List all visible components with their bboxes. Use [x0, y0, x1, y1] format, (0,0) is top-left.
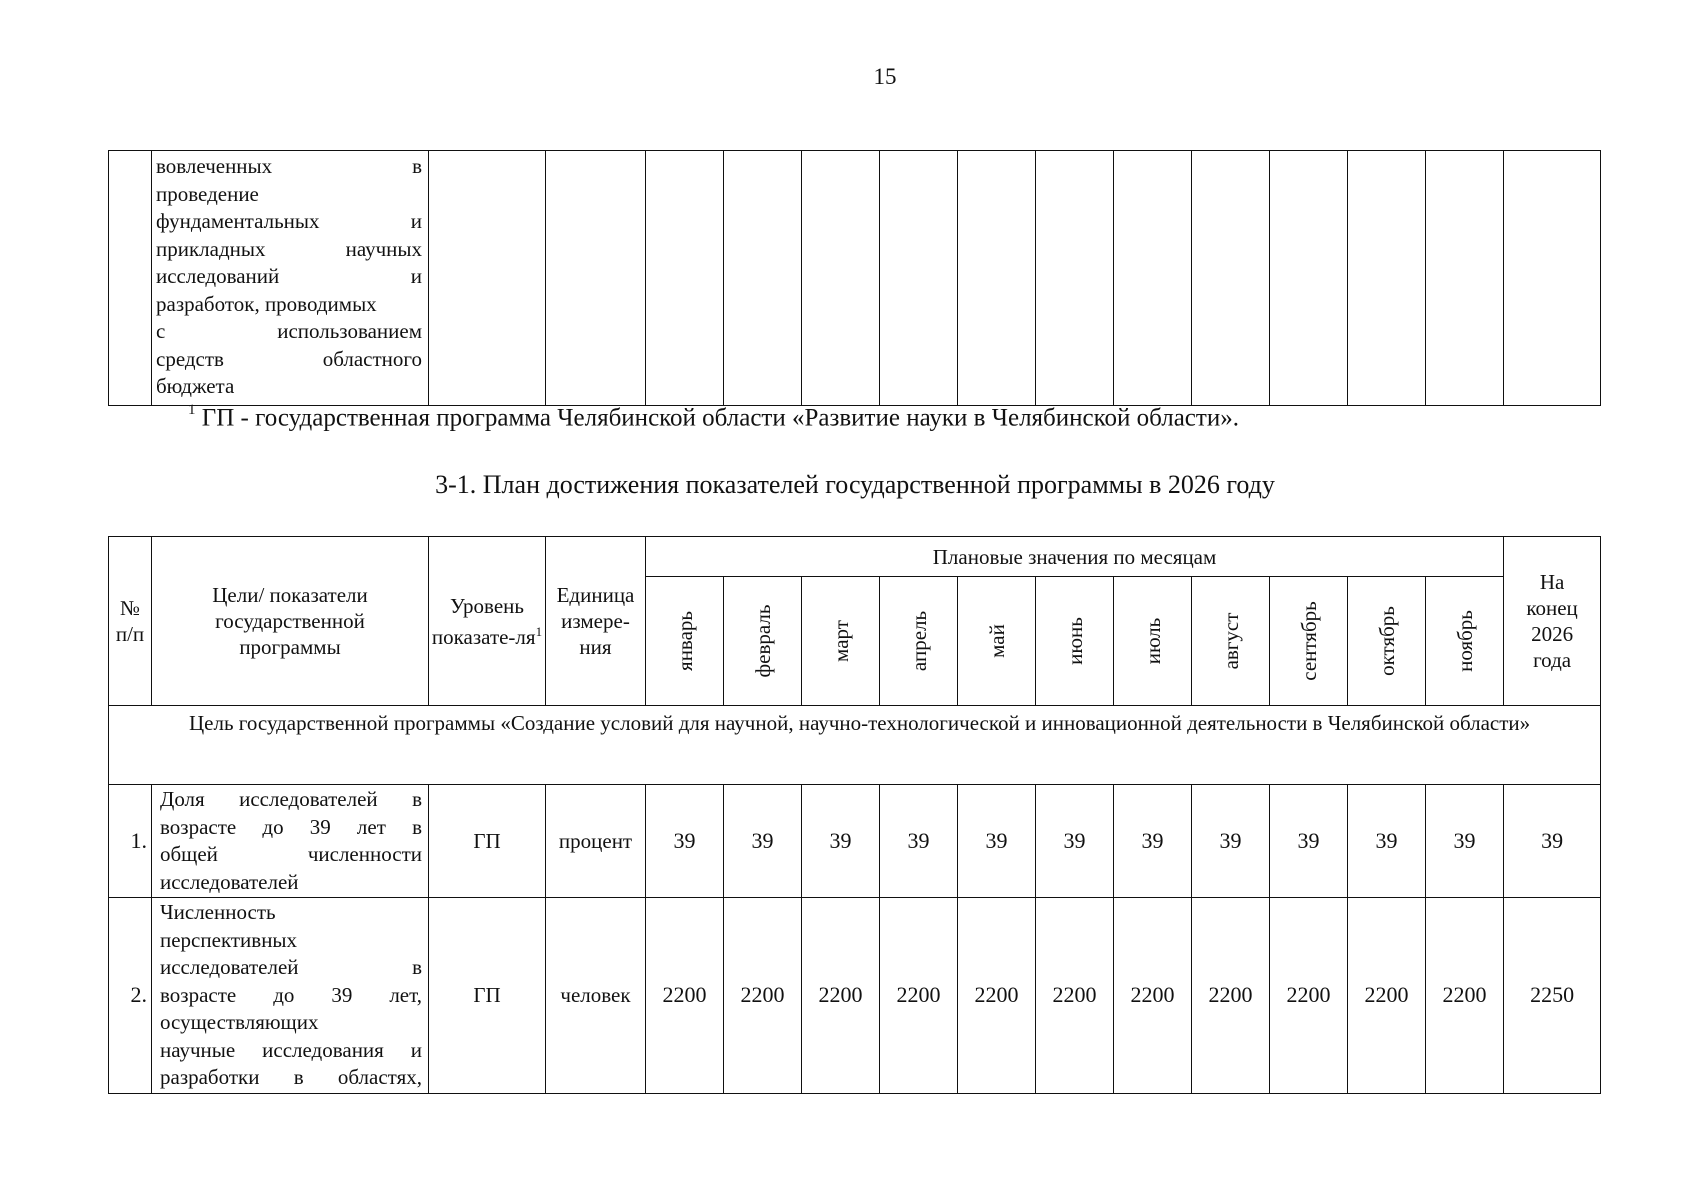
month-value: 2200: [1426, 898, 1504, 1094]
footnote: [188, 404, 1239, 432]
text-line: Численность: [160, 900, 276, 924]
month-value: 2200: [880, 898, 958, 1094]
text-line: общей численности: [160, 842, 422, 866]
month-value: 39: [724, 785, 802, 898]
indicator-name: [152, 898, 429, 1094]
month-value: 39: [1348, 785, 1426, 898]
header-goals: Цели/ показатели государственной программы: [152, 537, 429, 706]
indicator-unit: человек: [546, 898, 646, 1094]
month-value: 2200: [802, 898, 880, 1094]
header-end: На конец 2026 года: [1504, 537, 1601, 706]
month-value: 2200: [1036, 898, 1114, 1094]
month-header-4: апрель: [880, 577, 958, 706]
indicator-level: ГП: [429, 785, 546, 898]
month-header-1: январь: [646, 577, 724, 706]
month-value: 39: [1270, 785, 1348, 898]
header-row: [109, 537, 1601, 577]
end-value: 39: [1504, 785, 1601, 898]
indicator-unit: процент: [546, 785, 646, 898]
month-value: 39: [1036, 785, 1114, 898]
month-header-11: ноябрь: [1426, 577, 1504, 706]
row-number: 2.: [109, 898, 152, 1094]
text-line: возрасте до 39 лет в: [160, 814, 422, 839]
month-header-6: июнь: [1036, 577, 1114, 706]
end-value: 2250: [1504, 898, 1601, 1094]
month-value: 39: [1426, 785, 1504, 898]
month-value: 2200: [1270, 898, 1348, 1094]
header-number: № п/п: [109, 537, 152, 706]
month-value: 2200: [1348, 898, 1426, 1094]
text-line: бюджета: [156, 374, 235, 398]
text-line: фундаментальных и: [156, 209, 422, 233]
month-value: 39: [958, 785, 1036, 898]
text-line: разработки в областях,: [160, 1065, 422, 1089]
text-line: разработок, проводимых: [156, 291, 377, 316]
text-line: научные исследования и: [160, 1037, 422, 1062]
text-line: вовлеченных в: [156, 154, 422, 178]
month-value: 2200: [1192, 898, 1270, 1094]
month-header-7: июль: [1114, 577, 1192, 706]
footnote-marker: 1: [188, 402, 196, 418]
indicator-name: [152, 785, 429, 898]
text-line: средств областного: [156, 346, 422, 371]
continuation-indicator-text: [152, 151, 429, 406]
text-line: прикладных научных: [156, 236, 422, 261]
header-planned: Плановые значения по месяцам: [646, 537, 1504, 577]
month-value: 2200: [958, 898, 1036, 1094]
month-value: 2200: [646, 898, 724, 1094]
section-title: 3-1. План достижения показателей государственной программы в 2026 году: [435, 470, 1275, 499]
continuation-table: [108, 150, 1601, 406]
month-value: 2200: [1114, 898, 1192, 1094]
continuation-row: [109, 151, 1601, 406]
month-value: 39: [1114, 785, 1192, 898]
month-header-9: сентябрь: [1270, 577, 1348, 706]
goal-text: Цель государственной программы «Создание условий для научной, научно-технологической и инновационной деятельности в Челябинской области»: [109, 706, 1601, 785]
table-row: [109, 898, 1601, 1094]
month-header-8: август: [1192, 577, 1270, 706]
text-line: осуществляющих: [160, 1010, 319, 1034]
month-header-2: февраль: [724, 577, 802, 706]
month-value: 39: [802, 785, 880, 898]
text-line: Доля исследователей в: [160, 787, 422, 811]
continuation-number-cell: [109, 151, 152, 406]
month-header-5: май: [958, 577, 1036, 706]
month-header-3: март: [802, 577, 880, 706]
text-line: исследователей: [160, 869, 299, 894]
table-row: [109, 785, 1601, 898]
text-line: перспективных: [160, 927, 298, 952]
text-line: исследований и: [156, 264, 422, 288]
text-line: проведение: [156, 181, 259, 206]
header-level: Уровень показате-$ля^1$: [429, 537, 546, 706]
text-line: с использованием: [156, 319, 422, 343]
month-value: 2200: [724, 898, 802, 1094]
row-number: 1.: [109, 785, 152, 898]
indicator-level: ГП: [429, 898, 546, 1094]
month-value: 39: [880, 785, 958, 898]
month-value: 39: [1192, 785, 1270, 898]
month-value: 39: [646, 785, 724, 898]
page-number: 15: [873, 64, 897, 89]
plan-table: [108, 536, 1601, 1094]
text-line: исследователей в: [160, 955, 422, 979]
month-header-10: октябрь: [1348, 577, 1426, 706]
goal-row: [109, 706, 1601, 785]
text-line: возрасте до 39 лет,: [160, 982, 422, 1007]
header-unit: Единица измере-ния: [546, 537, 646, 706]
footnote-text: ГП - государственная программа Челябинской области «Развитие науки в Челябинской области».: [201, 404, 1239, 432]
